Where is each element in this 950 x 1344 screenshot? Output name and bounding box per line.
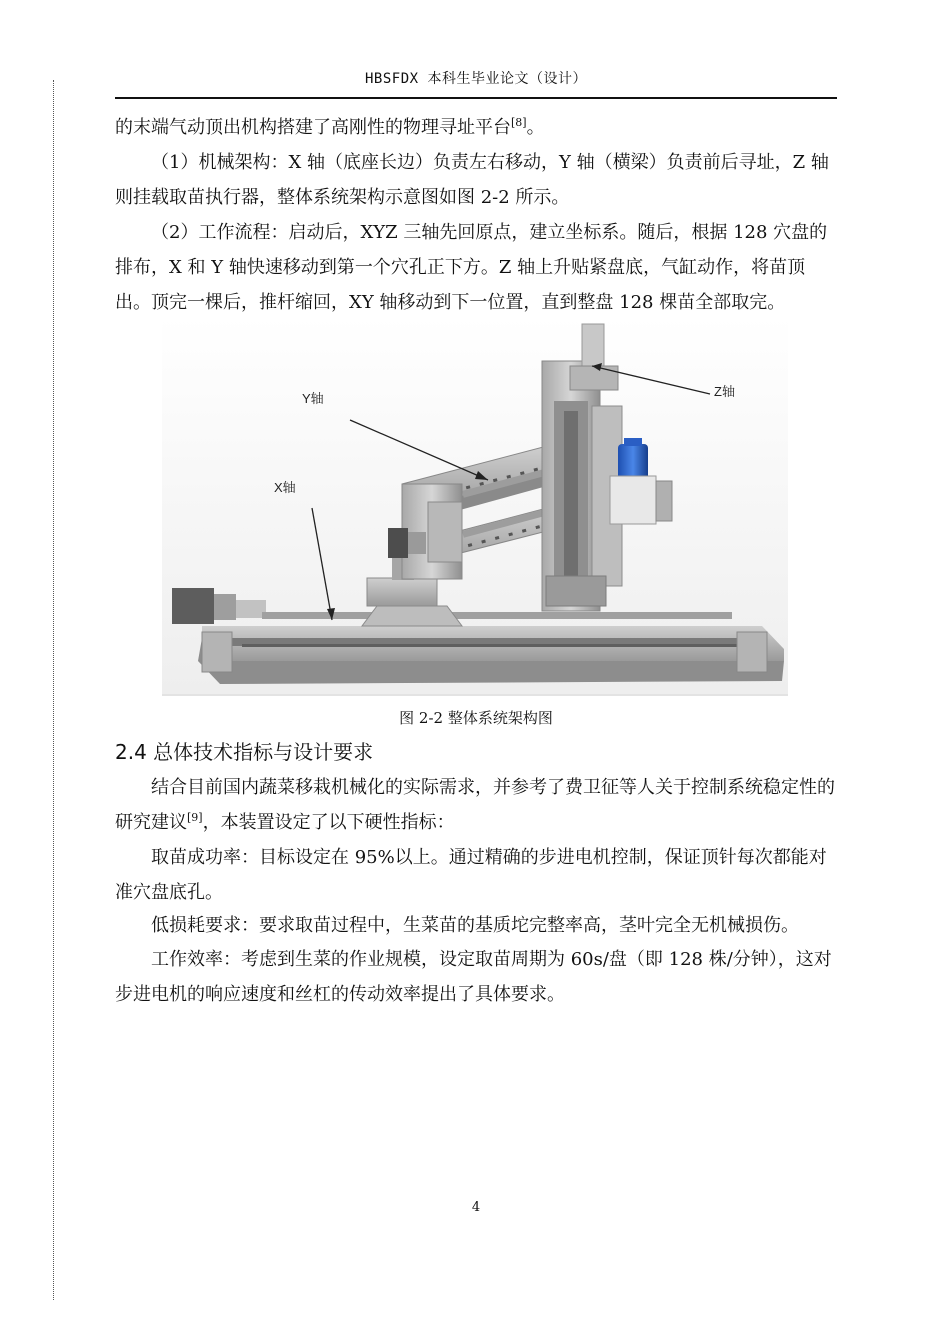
section-heading: 2.4 总体技术指标与设计要求 [115,740,374,764]
paragraph-workflow: （2）工作流程：启动后，XYZ 三轴先回原点，建立坐标系。随后，根据 128 穴盘的排布，X 和 Y 轴快速移动到第一个穴孔正下方。Z 轴上升贴紧盘底，气缸动作，将苗顶出。顶完一棵后，推杆缩回，XY 轴移动到下一位置，直到整盘 128 棵苗全部取完。 [115,222,828,313]
paragraph-text: 结合目前国内蔬菜移栽机械化的实际需求，并参考了费卫征等人关于控制系统稳定性的研究建议 [115,777,835,833]
citation-ref: [9] [187,811,203,824]
paragraph-end: 。 [526,117,545,138]
page-number: 4 [471,1200,481,1215]
figure-caption: 图 2-2 整体系统架构图 [399,709,553,727]
header-rule [115,97,837,99]
x-axis-label: X轴 [274,480,296,495]
binding-margin-line [53,80,54,1300]
paragraph-end: ，本装置设定了以下硬性指标： [202,812,455,833]
xyz-gantry-render [162,316,788,696]
figure-system-architecture [162,316,788,696]
paragraph-low-damage: 低损耗要求：要求取苗过程中，生菜苗的基质坨完整率高，茎叶完全无机械损伤。 [151,915,799,936]
running-header: HBSFDX 本科生毕业论文（设计） [364,71,587,87]
z-axis-label: Z轴 [714,384,735,399]
y-axis-label: Y轴 [302,391,324,406]
paragraph-efficiency: 工作效率：考虑到生菜的作业规模，设定取苗周期为 60s/盘（即 128 株/分钟），这对步进电机的响应速度和丝杠的传动效率提出了具体要求。 [115,949,832,1005]
paragraph-continued [115,110,837,145]
paragraph-requirements-intro [115,770,837,840]
citation-ref: [8] [511,116,527,129]
paragraph-success-rate: 取苗成功率：目标设定在 95%以上。通过精确的步进电机控制，保证顶针每次都能对准穴盘底孔。 [115,847,827,903]
paragraph-text: 的末端气动顶出机构搭建了高刚性的物理寻址平台 [115,117,511,138]
paragraph-mechanical-architecture: （1）机械架构：X 轴（底座长边）负责左右移动，Y 轴（横梁）负责前后寻址，Z 轴则挂载取苗执行器，整体系统架构示意图如图 2-2 所示。 [115,152,829,208]
